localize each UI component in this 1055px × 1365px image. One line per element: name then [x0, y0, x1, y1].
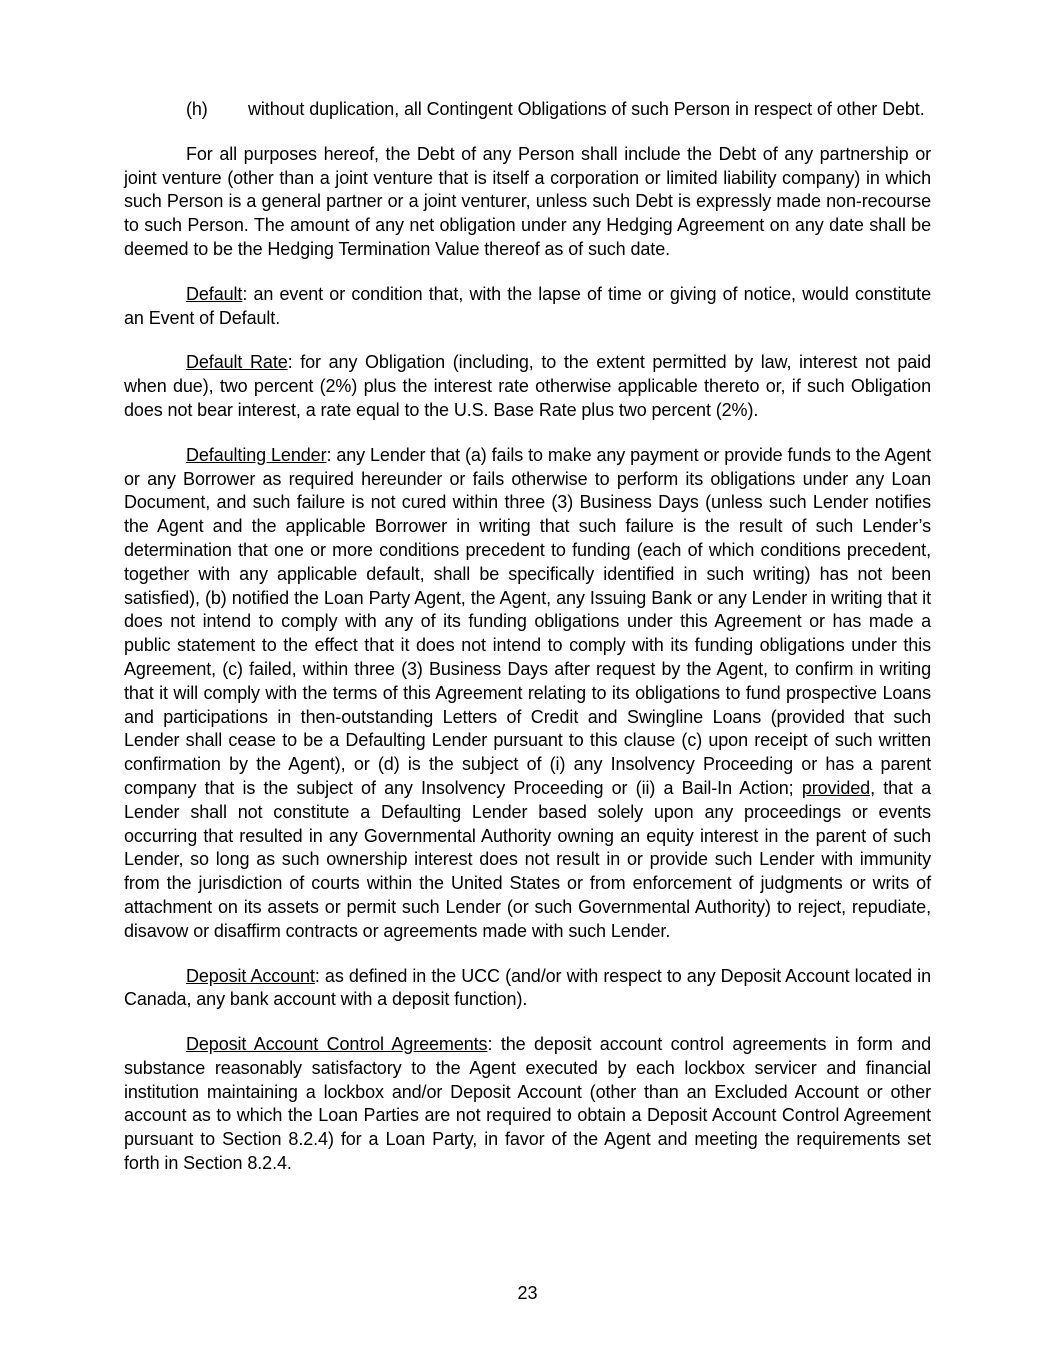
definition-default-rate-text: : for any Obligation (including, to the extent permitted by law, interest not paid when due), two percent (2%) plus the interest rate otherwise applicable thereto or, if such Obligation does not bear interest, a rate equal to the U.S. Base Rate plus two percent (2%).	[124, 352, 931, 420]
item-h-marker: (h)	[186, 99, 208, 119]
term-default: Default	[186, 283, 243, 304]
item-h-text: without duplication, all Contingent Obligations of such Person in respect of other Debt.	[248, 99, 925, 119]
term-defaulting-lender: Defaulting Lender	[186, 444, 327, 465]
term-default-rate: Default Rate	[186, 352, 288, 373]
debt-note-paragraph: For all purposes hereof, the Debt of any Person shall include the Debt of any partnership or joint venture (other than a joint venture that is itself a corporation or limited liability company) in which such Person is a general partner or a joint venturer, unless such Debt is expressly made non-recourse to such Person. The amount of any net obligation under any Hedging Agreement on any date shall be deemed to be the Hedging Termination Value thereof as of such date.	[124, 143, 931, 259]
term-deposit-account: Deposit Account	[186, 965, 315, 986]
item-h-paragraph	[124, 98, 931, 122]
definition-defaulting-lender-text-a: : any Lender that (a) fails to make any payment or provide funds to the Agent or any Borrower as required hereunder or fails otherwise to perform its obligations under any Loan Document, and such failure is not cured within three (3) Business Days (unless such Lender notifies the Agent and the applicable Borrower in writing that such failure is the result of such Lender’s determination that one or more conditions precedent to funding (each of which conditions precedent, together with any applicable default, shall be specifically identified in such writing) has not been satisfied), (b) notified the Loan Party Agent, the Agent, any Issuing Bank or any Lender in writing that it does not intend to comply with any of its funding obligations under this Agreement or has made a public statement to the effect that it does not intend to comply with its funding obligations under this Agreement, (c) failed, within three (3) Business Days after request by the Agent, to confirm in writing that it will comply with the terms of this Agreement relating to its obligations to fund prospective Loans and participations in then-outstanding Letters of Credit and Swingline Loans (provided that such Lender shall cease to be a Defaulting Lender pursuant to this clause (c) upon receipt of such written confirmation by the Agent), or (d) is the subject of (i) any Insolvency Proceeding or has a parent company that is the subject of any Insolvency Proceeding or (ii) a Bail-In Action;	[124, 444, 931, 798]
definition-default	[124, 283, 931, 331]
definition-default-rate	[124, 351, 931, 422]
definition-defaulting-lender-text-b: , that a Lender shall not constitute a Defaulting Lender based solely upon any proceedings or events occurring that resulted in any Governmental Authority owning an equity interest in the parent of such Lender, so long as such ownership interest does not result in or provide such Lender with immunity from the jurisdiction of courts within the United States or from enforcement of judgments or writs of attachment on its assets or permit such Lender (or such Governmental Authority) to reject, repudiate, disavow or disaffirm contracts or agreements made with such Lender.	[124, 777, 931, 941]
definition-default-text: : an event or condition that, with the lapse of time or giving of notice, would constitute an Event of Default.	[124, 283, 931, 328]
term-deposit-account-control-agreements: Deposit Account Control Agreements	[186, 1034, 488, 1055]
definition-deposit-account-control-agreements	[124, 1033, 931, 1176]
definition-deposit-account-control-agreements-text: : the deposit account control agreements in form and substance reasonably satisfactory to the Agent executed by each lockbox servicer and financial institution maintaining a lockbox and/or Deposit Account (other than an Excluded Account or other account as to which the Loan Parties are not required to obtain a Deposit Account Control Agreement pursuant to Section 8.2.4) for a Loan Party, in favor of the Agent and meeting the requirements set forth in Section 8.2.4.	[124, 1034, 931, 1174]
definition-deposit-account	[124, 965, 931, 1013]
definition-defaulting-lender	[124, 444, 931, 944]
provided-term: provided	[801, 777, 871, 798]
definition-deposit-account-text: : as defined in the UCC (and/or with respect to any Deposit Account located in Canada, any bank account with a deposit function).	[124, 965, 931, 1010]
document-page	[124, 98, 931, 1176]
page-number: 23	[517, 1283, 538, 1303]
